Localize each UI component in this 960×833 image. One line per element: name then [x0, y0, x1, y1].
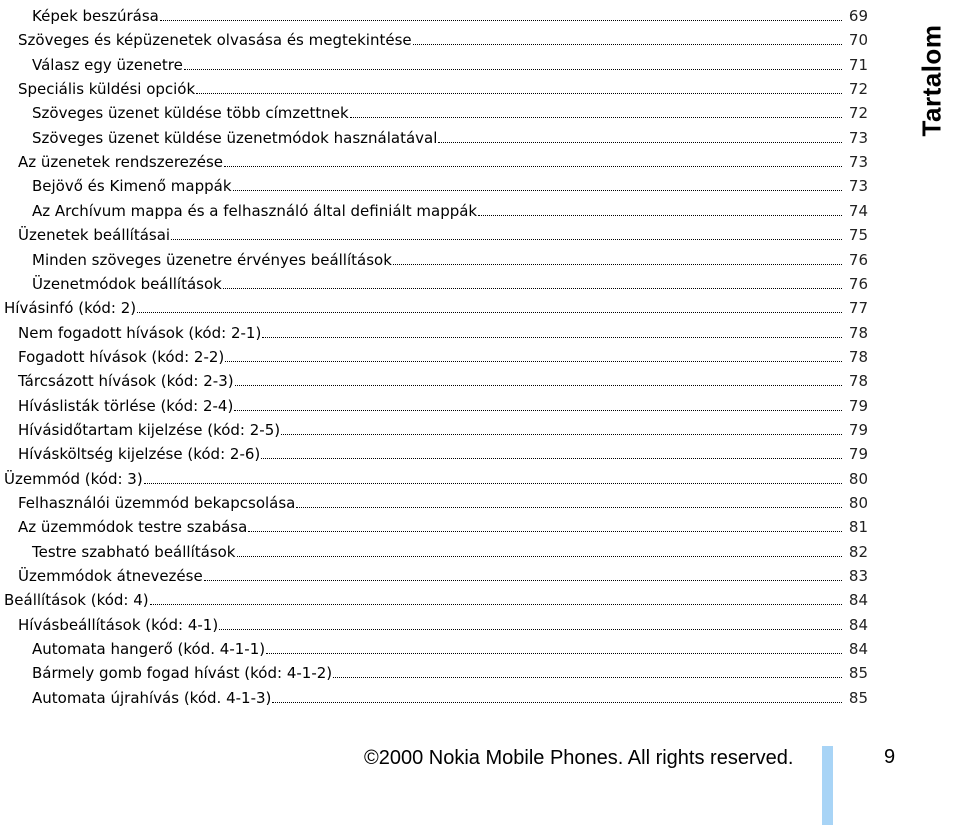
toc-dot-leader	[262, 336, 842, 338]
toc-entry-title: Üzemmódok átnevezése	[18, 567, 203, 586]
toc-dot-leader	[219, 628, 842, 630]
toc-entry-title: Bármely gomb fogad hívást (kód: 4-1-2)	[32, 664, 333, 683]
toc-dot-leader	[234, 409, 842, 411]
toc-entry[interactable]	[0, 245, 868, 269]
toc-entry-title: Hívásköltség kijelzése (kód: 2-6)	[18, 445, 261, 464]
toc-entry[interactable]	[0, 1, 868, 25]
toc-dot-leader	[272, 701, 842, 703]
toc-dot-leader	[281, 433, 842, 435]
toc-entry[interactable]	[0, 634, 868, 658]
toc-entry[interactable]	[0, 50, 868, 74]
toc-dot-leader	[248, 530, 842, 532]
toc-entry-page: 81	[848, 518, 868, 537]
toc-entry-page: 84	[848, 591, 868, 610]
toc-dot-leader	[223, 287, 842, 289]
toc-entry-page: 77	[848, 299, 868, 318]
toc-entry-page: 83	[848, 567, 868, 586]
toc-entry-title: Felhasználói üzemmód bekapcsolása	[18, 494, 296, 512]
section-title-text: Tartalom	[916, 24, 947, 136]
toc-entry-page: 79	[848, 396, 868, 415]
toc-dot-leader	[237, 555, 843, 557]
toc-dot-leader	[160, 19, 842, 21]
toc-entry[interactable]	[0, 439, 868, 463]
toc-entry-title: Üzenetek beállításai	[18, 226, 171, 245]
toc-entry-title: Beállítások (kód: 4)	[4, 591, 149, 610]
toc-entry[interactable]	[0, 610, 868, 634]
toc-entry-page: 85	[848, 688, 868, 707]
toc-entry[interactable]	[0, 683, 868, 707]
toc-dot-leader	[296, 506, 842, 508]
toc-entry-title: Bejövő és Kimenő mappák	[32, 177, 232, 196]
toc-dot-leader	[144, 482, 842, 484]
toc-entry-page: 84	[848, 615, 868, 634]
toc-entry[interactable]	[0, 25, 868, 49]
page-number: 9	[884, 746, 896, 768]
toc-entry-title: Minden szöveges üzenetre érvényes beállítások	[32, 250, 392, 269]
toc-entry-page: 76	[848, 250, 868, 269]
toc-entry-title: Képek beszúrása	[32, 7, 159, 25]
toc-entry[interactable]	[0, 342, 868, 366]
toc-entry-title: Szöveges üzenet küldése üzenetmódok használatával	[32, 128, 438, 147]
toc-entry-title: Hívásinfó (kód: 2)	[4, 299, 137, 318]
toc-entry-page: 78	[848, 347, 868, 366]
toc-entry[interactable]	[0, 220, 868, 244]
toc-entry[interactable]	[0, 391, 868, 415]
toc-entry-title: Üzenetmódok beállítások	[32, 274, 222, 293]
toc-entry-title: Az Archívum mappa és a felhasználó által definiált mappák	[32, 201, 478, 220]
toc-dot-leader	[478, 214, 842, 216]
toc-entry-title: Híváslisták törlése (kód: 2-4)	[18, 396, 234, 415]
toc-entry-title: Nem fogadott hívások (kód: 2-1)	[18, 323, 262, 342]
toc-dot-leader	[196, 92, 842, 94]
toc-entry-page: 76	[848, 274, 868, 293]
toc-dot-leader	[204, 579, 842, 581]
toc-dot-leader	[413, 43, 842, 45]
toc-entry-page: 80	[848, 469, 868, 488]
toc-entry-title: Tárcsázott hívások (kód: 2-3)	[18, 372, 234, 391]
toc-entry[interactable]	[0, 196, 868, 220]
toc-dot-leader	[333, 676, 842, 678]
toc-entry[interactable]	[0, 123, 868, 147]
toc-entry-title: Az üzemmódok testre szabása	[18, 518, 248, 537]
toc-entry[interactable]	[0, 658, 868, 682]
toc-entry-page: 75	[848, 226, 868, 245]
toc-dot-leader	[224, 165, 842, 167]
toc-entry[interactable]	[0, 512, 868, 536]
toc-entry[interactable]	[0, 561, 868, 585]
toc-entry-title: Üzemmód (kód: 3)	[4, 469, 143, 488]
toc-entry[interactable]	[0, 293, 868, 317]
toc-entry-page: 85	[848, 664, 868, 683]
toc-entry-page: 73	[848, 153, 868, 172]
toc-entry-page: 80	[848, 494, 868, 512]
toc-entry[interactable]	[0, 74, 868, 98]
toc-entry-title: Hívásidőtartam kijelzése (kód: 2-5)	[18, 420, 281, 439]
toc-entry-title: Szöveges üzenet küldése több címzettnek	[32, 104, 349, 123]
toc-entry[interactable]	[0, 415, 868, 439]
toc-entry[interactable]	[0, 537, 868, 561]
toc-dot-leader	[235, 384, 842, 386]
toc-entry-page: 78	[848, 372, 868, 391]
toc-entry-title: Testre szabható beállítások	[32, 542, 236, 561]
toc-entry-title: Hívásbeállítások (kód: 4-1)	[18, 615, 219, 634]
toc-dot-leader	[150, 603, 842, 605]
toc-entry-title: Automata újrahívás (kód. 4-1-3)	[32, 688, 272, 707]
toc-entry-title: Szöveges és képüzenetek olvasása és megtekintése	[18, 31, 412, 50]
toc-dot-leader	[393, 263, 842, 265]
toc-entry-title: Automata hangerő (kód. 4-1-1)	[32, 640, 266, 659]
toc-entry-page: 78	[848, 323, 868, 342]
toc-entry[interactable]	[0, 488, 868, 512]
toc-entry[interactable]	[0, 585, 868, 609]
toc-entry-page: 69	[848, 7, 868, 25]
toc-dot-leader	[233, 189, 842, 191]
toc-entry-page: 79	[848, 420, 868, 439]
toc-entry[interactable]	[0, 464, 868, 488]
toc-dot-leader	[137, 311, 842, 313]
toc-entry-title: Fogadott hívások (kód: 2-2)	[18, 347, 225, 366]
toc-dot-leader	[225, 360, 842, 362]
toc-entry[interactable]	[0, 171, 868, 195]
toc-entry-page: 84	[848, 640, 868, 659]
toc-entry-page: 72	[848, 104, 868, 123]
toc-entry-page: 73	[848, 128, 868, 147]
toc-entry-title: Speciális küldési opciók	[18, 80, 196, 99]
toc-entry-page: 71	[848, 55, 868, 74]
toc-entry[interactable]	[0, 147, 868, 171]
toc-entry-title: Válasz egy üzenetre	[32, 55, 183, 74]
side-section-title	[904, 20, 960, 140]
toc-entry-page: 74	[848, 201, 868, 220]
toc-entry-page: 82	[848, 542, 868, 561]
toc-dot-leader	[184, 68, 842, 70]
toc-entry-page: 79	[848, 445, 868, 464]
toc-entry-page: 70	[848, 31, 868, 50]
toc-entry[interactable]	[0, 366, 868, 390]
toc-entry-page: 72	[848, 80, 868, 99]
toc-dot-leader	[261, 457, 842, 459]
toc-entry[interactable]	[0, 98, 868, 122]
toc-entry[interactable]	[0, 318, 868, 342]
toc-entry-title: Az üzenetek rendszerezése	[18, 153, 224, 172]
toc-dot-leader	[438, 141, 842, 143]
toc-dot-leader	[266, 652, 842, 654]
toc-entry-page: 73	[848, 177, 868, 196]
toc-dot-leader	[171, 238, 842, 240]
toc-entry[interactable]	[0, 269, 868, 293]
footer-accent-bar	[822, 746, 833, 825]
footer-copyright: ©2000 Nokia Mobile Phones. All rights reserved.	[364, 747, 794, 769]
toc-dot-leader	[350, 116, 842, 118]
